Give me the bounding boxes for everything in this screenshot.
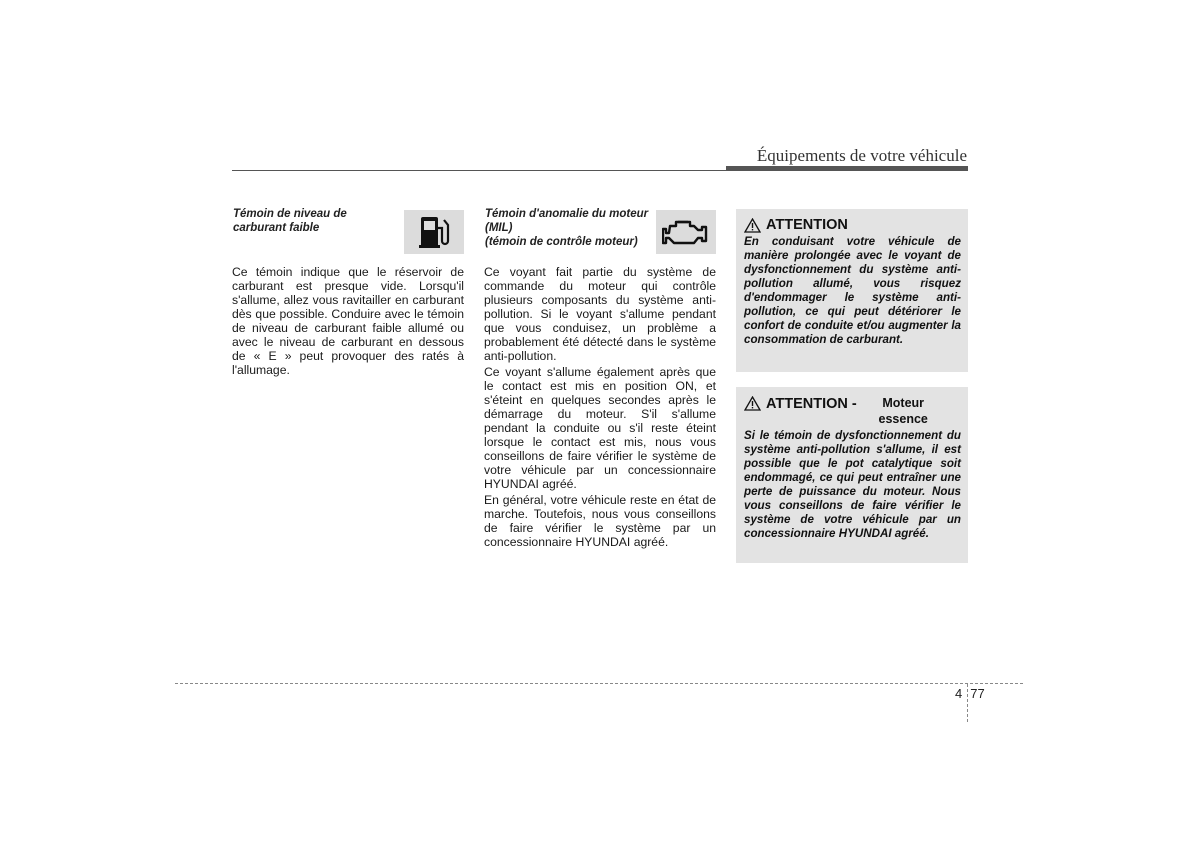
attention-title: ATTENTION <box>766 217 848 233</box>
paragraph: Ce témoin indique que le réservoir de carburant est presque vide. Lorsqu'il s'allume, allez vous ravitailler en carburant dès que possible. Conduire avec le témoin de niveau de carburant faible allumé ou avec le niveau de carburant en dessous de « E » peut provoquer des ratés à l'allumage. <box>232 265 464 377</box>
mil-text <box>484 265 716 551</box>
paragraph: Ce voyant fait partie du système de commande du moteur qui contrôle plusieurs composants du système anti-pollution. Si le voyant s'allume pendant que vous conduisez, un problème a probablement été détecté dans le système anti-pollution. <box>484 265 716 363</box>
mil-heading-line2: (témoin de contrôle moteur) <box>485 236 638 248</box>
page-number <box>955 686 985 701</box>
fuel-warning-heading: Témoin de niveau de carburant faible <box>233 208 347 234</box>
header-rule-accent <box>726 166 968 171</box>
footer-rule <box>175 683 1023 684</box>
attention-box <box>736 209 968 372</box>
page-header-title: Équipements de votre véhicule <box>756 146 967 165</box>
fuel-warning-text <box>232 265 464 379</box>
fuel-pump-icon <box>404 210 464 254</box>
mil-heading-line1: Témoin d'anomalie du moteur (MIL) <box>485 208 649 234</box>
header-rule <box>232 170 726 171</box>
engine-check-icon <box>656 210 716 254</box>
attention-petrol-box <box>736 387 968 563</box>
attention-petrol-body: Si le témoin de dysfonctionnement du système anti-pollution s'allume, il est possible que le pot catalytique soit endommagé, ce qui peut entraîner une perte de puissance du moteur. Nous vous conseillons de faire vérifier le système de votre véhicule par un concessionnaire HYUNDAI agréé. <box>744 429 961 540</box>
paragraph: En général, votre véhicule reste en état de marche. Toutefois, nous vous conseillons de faire vérifier le système par un concessionnaire HYUNDAI agréé. <box>484 493 716 549</box>
warning-triangle-icon <box>744 396 761 411</box>
attention-petrol-subtitle: Moteur essence <box>878 396 928 426</box>
attention-body: En conduisant votre véhicule de manière prolongée avec le voyant de dysfonctionnement du système anti-pollution allumé, vous risquez d'endommager le système anti-pollution, ce qui peut détériorer le confort de conduite et/ou augmenter la consommation de carburant. <box>744 235 961 346</box>
mil-heading <box>485 207 655 249</box>
paragraph: Ce voyant s'allume également après que le contact est mis en position ON, et s'éteint en quelques secondes après le démarrage du moteur. S'il s'allume pendant la conduite ou s'il reste éteint lorsque le contact est mis, nous vous conseillons de faire vérifier le système de votre véhicule par un concessionnaire HYUNDAI agréé. <box>484 365 716 491</box>
warning-triangle-icon <box>744 218 761 233</box>
attention-petrol-title: ATTENTION - <box>766 396 857 412</box>
page-number-value: 77 <box>970 686 985 701</box>
chapter-number: 4 <box>955 686 963 701</box>
